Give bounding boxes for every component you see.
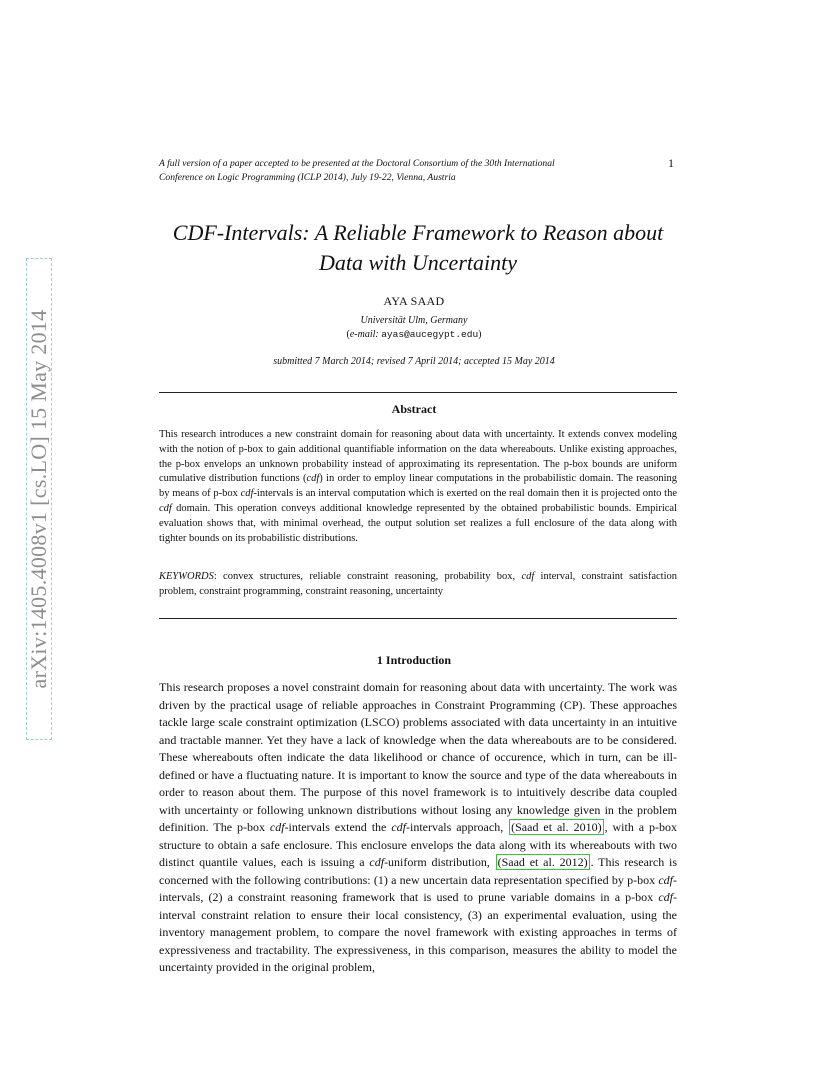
page-number: 1 — [668, 156, 674, 170]
arxiv-identifier: arXiv:1405.4008v1 [cs.LO] 15 May 2014 — [26, 309, 51, 689]
intro-cdf-5: cdf — [658, 890, 673, 904]
abstract-bottom-rule — [159, 618, 677, 619]
conference-note-line-2: Conference on Logic Programming (ICLP 2014), July 19-22, Vienna, Austria — [159, 172, 456, 183]
intro-segment-7: -intervals, (2) a constraint reasoning framework that is used to prune variable domains in a p-box — [159, 872, 677, 904]
citation-link-saad-2012[interactable]: (Saad et al. 2012) — [497, 855, 588, 869]
intro-cdf-4: cdf — [658, 872, 673, 887]
abstract-segment-c: -intervals is an interval computation which is exerted on the real domain then it is projected onto the — [253, 488, 677, 500]
author-email-line — [0, 329, 828, 340]
keywords-segment-b: interval, constraint satisfaction problem, constraint programming, constraint reasoning, uncertainty — [159, 571, 678, 597]
paper-title-line-2: Data with Uncertainty — [319, 250, 517, 275]
submission-dates: submitted 7 March 2014; revised 7 April 2014; accepted 15 May 2014 — [273, 356, 555, 367]
keywords-label: KEYWORDS — [159, 571, 214, 582]
citation-link-saad-2010[interactable]: (Saad et al. 2010) — [511, 820, 602, 834]
abstract-heading: Abstract — [391, 402, 437, 416]
keywords — [159, 570, 677, 600]
abstract-segment-d: domain. This operation conveys additional knowledge represented by the obtained probabilistic bounds. Empirical evaluation shows that, with minimal overhead, the output solution set realizes a full enclosure of the data along with tighter bounds on its probabilistic distributions. — [159, 502, 677, 544]
keywords-cdf: cdf — [521, 571, 535, 582]
intro-cdf-1: cdf — [269, 820, 285, 834]
abstract-cdf-1: cdf — [306, 473, 320, 485]
abstract-segment-a: This research introduces a new constraint domain for reasoning about data with uncertainty. It extends convex modeling with the notion of p-box to gain additional quantifiable information on the data whereabouts. Unlike existing approaches, the p-box envelops an unknown probability instead of approximating its representation. The p-box bounds are uniform cumulative distribution functions ( — [159, 429, 677, 485]
author-affiliation: Universität Ulm, Germany — [360, 315, 468, 326]
section-heading-introduction: 1 Introduction — [376, 653, 452, 667]
intro-cdf-3: cdf — [369, 855, 385, 869]
abstract-segment-b: ) in order to employ linear computations in the probabilistic domain. The reasoning by means of p-box — [159, 473, 677, 500]
conference-note — [159, 157, 639, 185]
abstract-cdf-2: cdf — [240, 488, 254, 500]
intro-segment-6: . This research is concerned with the following contributions: (1) a new uncertain data representation specified by p-box — [159, 855, 677, 887]
intro-segment-3: -intervals approach, — [405, 820, 509, 834]
abstract-text — [159, 428, 677, 546]
intro-segment-1: This research proposes a novel constraint domain for reasoning about data with uncertainty. The work was driven by the practical usage of reliable approaches in Constraint Programming (CP). These approaches tackle large scale constraint optimization (LSCO) problems associated with data uncertainty in an intuitive and tractable manner. Yet they have a lack of knowledge when the data whereabouts are to be considered. These whereabouts often indicate the data likelihood or chance of occurence, which in turn, can be ill-defined or have a fluctuating nature. It is important to know the source and type of the data whereabouts in order to reason about them. The purpose of this novel framework is to intuitively describe data coupled with uncertainty or following unknown distributions without losing any knowledge given in the problem definition. The p-box — [159, 680, 677, 834]
abstract-top-rule — [159, 392, 677, 393]
author-name: AYA SAAD — [383, 294, 445, 308]
email-close-paren: ) — [478, 329, 482, 340]
email-label: e-mail: — [349, 329, 379, 340]
paper-title — [150, 218, 686, 278]
email-open-paren: ( — [346, 329, 350, 340]
conference-note-line-1: A full version of a paper accepted to be presented at the Doctoral Consortium of the 30th International — [159, 158, 555, 169]
intro-segment-8: -interval constraint relation to ensure their local consistency, (3) an experimental evaluation, using the inventory management problem, to compare the novel framework with existing approaches in terms of expressiveness and tractability. The expressiveness, in this comparison, measures the ability to model the uncertainty provided in the original problem, — [159, 890, 677, 974]
introduction-paragraph — [159, 679, 677, 977]
author-email[interactable]: ayas@aucegypt.edu — [381, 329, 479, 340]
intro-cdf-2: cdf — [391, 820, 406, 834]
intro-segment-2: -intervals extend the — [284, 820, 392, 834]
paper-title-line-1: CDF-Intervals: A Reliable Framework to Reason about — [172, 220, 664, 245]
keywords-segment-a: : convex structures, reliable constraint reasoning, probability box, — [213, 571, 522, 582]
intro-segment-4: , with a p-box structure to obtain a safe enclosure. This enclosure envelops the data along with its whereabouts with two distinct quantile values, each is issuing a — [159, 820, 678, 869]
intro-segment-5: -uniform distribution, — [384, 855, 495, 869]
abstract-cdf-3: cdf — [159, 502, 172, 514]
